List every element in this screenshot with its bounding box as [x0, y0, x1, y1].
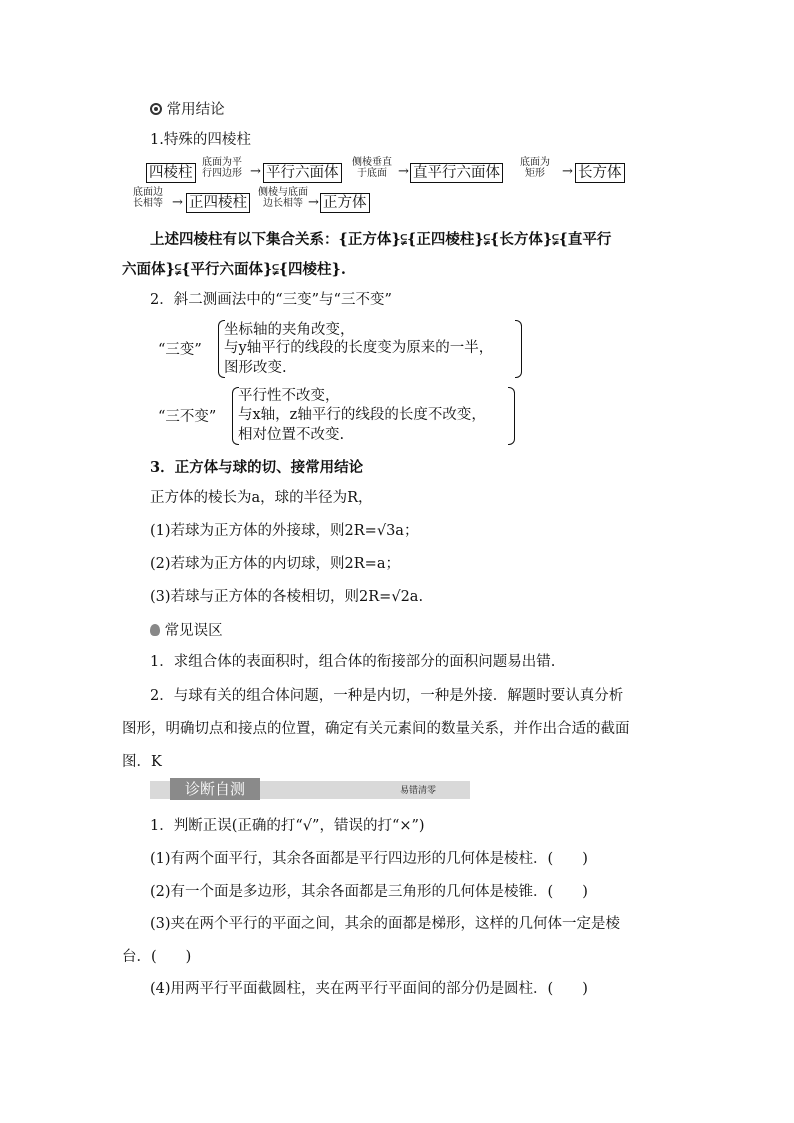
mistake-2-line2: 图形，明确切点和接点的位置，确定有关元素间的数量关系，并作出合适的截面: [122, 721, 630, 737]
arrow-icon: →: [308, 195, 319, 210]
diagnosis-subtitle: 易错清零: [400, 786, 437, 796]
arrow-icon: →: [172, 195, 183, 210]
condition-1: 底面为平 行四边形: [202, 157, 242, 179]
change-2: 与y轴平行的线段的长度变为原来的一半，: [224, 340, 494, 356]
arrow-icon: →: [562, 164, 573, 179]
question-1: 1．判断正误(正确的打“√”，错误的打“×”): [150, 818, 425, 834]
sphere-case-2: (2)若球为正方体的内切球，则2R=a；: [150, 556, 400, 572]
mistakes-heading: [150, 619, 223, 640]
arrow-icon: →: [250, 164, 261, 179]
mistake-1: 1．求组合体的表面积时，组合体的衔接部分的面积问题易出错.: [150, 654, 556, 670]
change-1: 坐标轴的夹角改变，: [224, 322, 355, 338]
section-title: 常用结论: [166, 102, 225, 118]
node-quadrangular-prism: 四棱柱: [146, 163, 196, 183]
mistakes-title: 常见误区: [164, 623, 223, 639]
sphere-intro: 正方体的棱长为a，球的半径为R，: [150, 490, 373, 506]
sphere-case-3: (3)若球与正方体的各棱相切，则2R=√2a.: [150, 589, 424, 605]
set-relation-line2: 六面体}⫋{平行六面体}⫋{四棱柱}.: [122, 261, 346, 278]
condition-3: 底面为 矩形: [520, 157, 550, 179]
sphere-title: 3．正方体与球的切、接常用结论: [150, 459, 364, 476]
condition-4: 底面边 长相等: [133, 187, 163, 209]
lightbulb-icon: [150, 624, 160, 636]
gear-circle-icon: [150, 103, 162, 115]
unchanged-3: 相对位置不改变.: [238, 427, 345, 443]
right-brace: [515, 320, 522, 378]
mistake-2-line3: 图．K: [122, 754, 162, 770]
statement-4: (4)用两平行平面截圆柱，夹在两平行平面间的部分仍是圆柱．( ): [150, 981, 588, 997]
statement-3-line1: (3)夹在两个平行的平面之间，其余的面都是梯形，这样的几何体一定是棱: [150, 916, 621, 932]
statement-3-line2: 台．( ): [122, 949, 192, 965]
condition-2: 侧棱垂直 于底面: [352, 157, 392, 179]
statement-2: (2)有一个面是多边形，其余各面都是三角形的几何体是棱锥．( ): [150, 884, 588, 900]
unchanged-2: 与x轴，z轴平行的线段的长度不改变，: [238, 407, 486, 423]
node-cube: 正方体: [320, 193, 370, 213]
oblique-title: 2．斜二测画法中的“三变”与“三不变”: [150, 292, 392, 308]
three-unchanged-label: “三不变”: [158, 409, 217, 425]
unchanged-1: 平行性不改变，: [238, 388, 340, 404]
statement-1: (1)有两个面平行，其余各面都是平行四边形的几何体是棱柱．( ): [150, 851, 588, 867]
node-regular-quadrangular-prism: 正四棱柱: [186, 193, 250, 213]
subsection-title: 1.特殊的四棱柱: [150, 132, 251, 148]
section-heading: [150, 98, 225, 119]
node-cuboid: 长方体: [575, 163, 625, 183]
sphere-case-1: (1)若球为正方体的外接球，则2R=√3a；: [150, 523, 419, 539]
node-parallelepiped: 平行六面体: [263, 163, 342, 183]
diagnosis-tab: 诊断自测: [170, 778, 260, 800]
set-relation-line1: 上述四棱柱有以下集合关系：{正方体}⫋{正四棱柱}⫋{长方体}⫋{直平行: [150, 231, 612, 248]
right-brace: [508, 387, 515, 445]
three-changes-label: “三变”: [158, 342, 202, 358]
mistake-2-line1: 2．与球有关的组合体问题，一种是内切，一种是外接．解题时要认真分析: [150, 688, 624, 704]
node-right-parallelepiped: 直平行六面体: [410, 163, 503, 183]
change-3: 图形改变.: [224, 360, 287, 376]
condition-5: 侧棱与底面 边长相等: [258, 187, 308, 209]
arrow-icon: →: [398, 164, 409, 179]
